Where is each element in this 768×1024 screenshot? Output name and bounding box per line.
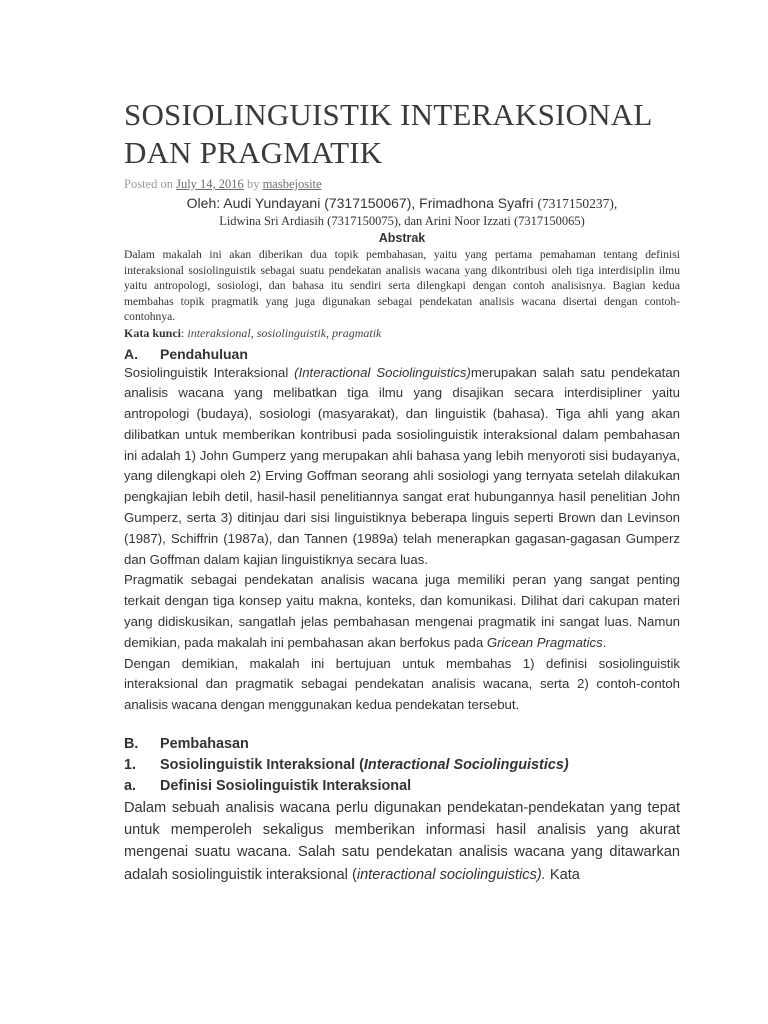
paragraph-1 — [124, 363, 680, 571]
abstract-heading: Abstrak — [378, 231, 426, 245]
keywords-label: Kata kunci — [124, 325, 182, 340]
section-a-heading — [124, 345, 680, 363]
authors-line-1-tail: (7317150237), — [537, 196, 618, 211]
subsection-1-title-start: Sosiolinguistik Interaksional ( — [160, 757, 364, 774]
section-b-heading — [124, 734, 680, 755]
authors-block — [124, 194, 680, 229]
subsection-a-number: a. — [124, 778, 137, 795]
authors-line-2: Lidwina Sri Ardiasih (7317150075), dan Arini Noor Izzati (7317150065) — [219, 214, 585, 228]
paragraph-4-start: Dalam sebuah analisis wacana perlu digunakan pendekatan-pendekatan yang tepat untuk memperoleh sekaligus memberikan informasi hasil analisis yang akurat mengenai suatu wacana. Salah satu pendekatan analisis wacana yang ditawarkan adalah sosiolinguistik interaksional ( — [124, 800, 680, 883]
post-date-link[interactable]: July 14, 2016 — [176, 177, 244, 191]
article-title — [124, 96, 680, 172]
subsection-a-heading — [124, 776, 680, 797]
post-meta — [124, 176, 680, 192]
title-line-1: SOSIOLINGUISTIK INTERAKSIONAL — [124, 97, 653, 132]
keywords-colon: : — [181, 325, 185, 340]
paragraph-1-rest: merupakan salah satu pendekatan analisis wacana yang melibatkan tiga ilmu yang disajikan secara interdisipliner yaitu antropologi (budaya), sosiologi (masyarakat), dan linguistik (bahasa). Tiga ahli yang akan dilibatkan untuk memberikan kontribusi pada sosiolinguistik interaksional dalam pembahasan ini adalah 1) John Gumperz yang merupakan ahli bahasa yang lebih menyoroti sisi budayanya, yang dilengkapi oleh 2) Erving Goffman seorang ahli sosiologi yang ternyata setelah dilakukan pengkajian lebih detil, hasil-hasil penelitiannya sangat erat hubungannya hasil penelitian John Gumperz, serta 3) ditinjau dari sisi linguistiknya beberapa linguis seperti Brown dan Levinson (1987), Schiffrin (1987a), dan Tannen (1989a) telah menerapkan gagasan-gagasan Gumperz dan Goffman dalam kajian linguistiknya secara luas. — [124, 364, 680, 567]
subsection-1-title-italic: Interactional Sociolinguistics) — [363, 757, 569, 774]
paragraph-2-italic: Gricean Pragmatics — [486, 634, 603, 650]
paragraph-2-end: . — [602, 634, 607, 650]
subsection-1-number: 1. — [124, 757, 137, 774]
section-b-number: B. — [124, 736, 139, 753]
subsection-a-title: Definisi Sosiolinguistik Interaksional — [160, 778, 412, 795]
paragraph-4-italic: interactional sociolinguistics). — [356, 866, 546, 883]
section-a-title: Pendahuluan — [160, 345, 248, 362]
subsection-1-heading — [124, 755, 680, 776]
authors-line-1-main: Oleh: Audi Yundayani (7317150067), Frimadhona Syafri — [186, 195, 534, 211]
title-line-2: DAN PRAGMATIK — [124, 135, 383, 170]
paragraph-1-start: Sosiolinguistik Interaksional — [124, 364, 295, 380]
spacer — [124, 716, 680, 734]
by-label: by — [246, 177, 260, 191]
paragraph-4-end: Kata — [545, 866, 580, 883]
keywords-value: interaksional, sosiolinguistik, pragmatik — [187, 325, 382, 340]
authors-line-1 — [124, 194, 680, 213]
section-b-title: Pembahasan — [160, 736, 249, 753]
author-link[interactable]: masbejosite — [262, 177, 322, 191]
section-a-number: A. — [124, 345, 138, 362]
paragraph-4 — [124, 797, 680, 886]
keywords-line — [124, 325, 680, 341]
article-content — [124, 96, 680, 886]
paragraph-2-start: Pragmatik sebagai pendekatan analisis wacana juga memiliki peran yang sangat penting terkait dengan tiga konsep yaitu makna, konteks, dan komunikasi. Dilihat dari cakupan materi yang didiskusikan, sangatlah jelas pembahasan mengenai pragmatik ini sangat luas. Namun demikian, pada makalah ini pembahasan akan berfokus pada — [124, 572, 680, 650]
paragraph-2 — [124, 570, 680, 653]
posted-on-label: Posted on — [124, 177, 173, 191]
abstract-text: Dalam makalah ini akan diberikan dua topik pembahasan, yaitu yang pertama pemahaman tentang definisi interaksional sosiolinguistik sebagai suatu pendekatan analisis wacana yang dikontribusi oleh tiga interdisiplin ilmu yaitu antropologi, sosiologi, dan bahasa itu sendiri serta dilengkapi dengan contoh analisisnya. Bagian kedua membahas topik pragmatik yang juga digunakan sebagai pendekatan analisis wacana disertai dengan contoh-contohnya. — [124, 248, 680, 323]
paragraph-1-italic: (Interactional Sociolinguistics) — [294, 364, 471, 380]
paragraph-3: Dengan demikian, makalah ini bertujuan untuk membahas 1) definisi sosiolinguistik interaksional dan pragmatik sebagai pendekatan analisis wacana, serta 2) contoh-contoh analisis wacana dengan menggunakan kedua pendekatan tersebut. — [124, 655, 680, 713]
